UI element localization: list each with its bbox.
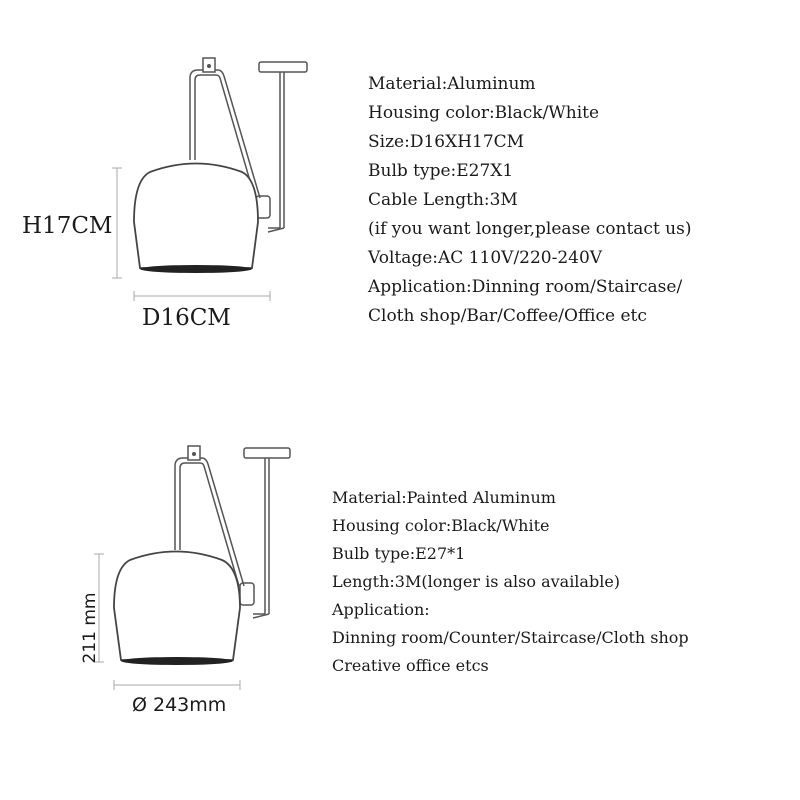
spec-line: Voltage:AC 110V/220-240V — [368, 248, 603, 268]
spec-line: Material:Painted Aluminum — [332, 488, 556, 507]
width-dimension-label: Ø 243mm — [132, 694, 227, 716]
height-dimension-label: 211 mm — [80, 592, 100, 664]
spec-line: Housing color:Black/White — [368, 103, 600, 123]
spec-line: Material:Aluminum — [368, 74, 536, 94]
height-dimension-label: H17CM — [22, 213, 113, 239]
lamp-shade — [114, 552, 240, 661]
ceiling-canopy — [259, 62, 307, 72]
spec-line: Bulb type:E27X1 — [368, 161, 514, 181]
spec-line: Size:D16XH17CM — [368, 132, 525, 152]
spec-line: Application: — [332, 600, 430, 619]
spec-line: Dinning room/Counter/Staircase/Cloth shop — [332, 628, 689, 647]
pendant-lamp-drawing-top — [0, 0, 400, 400]
spec-line: Length:3M(longer is also available) — [332, 572, 621, 591]
spec-line: Cable Length:3M — [368, 190, 518, 210]
width-dimension-label: D16CM — [142, 305, 231, 331]
spec-line: Cloth shop/Bar/Coffee/Office etc — [368, 306, 647, 326]
spec-line: Bulb type:E27*1 — [332, 544, 466, 563]
pivot-knob — [240, 583, 254, 605]
spec-list-top — [368, 70, 692, 331]
lamp-shade — [134, 164, 258, 269]
shade-rim — [121, 657, 233, 665]
spec-line: (if you want longer,please contact us) — [368, 219, 692, 239]
spec-list-bottom — [332, 484, 689, 680]
spec-line: Application:Dinning room/Staircase/ — [368, 277, 683, 297]
shade-rim — [140, 265, 252, 273]
spec-line: Creative office etcs — [332, 656, 489, 675]
ceiling-canopy — [244, 448, 290, 458]
spec-line: Housing color:Black/White — [332, 516, 550, 535]
